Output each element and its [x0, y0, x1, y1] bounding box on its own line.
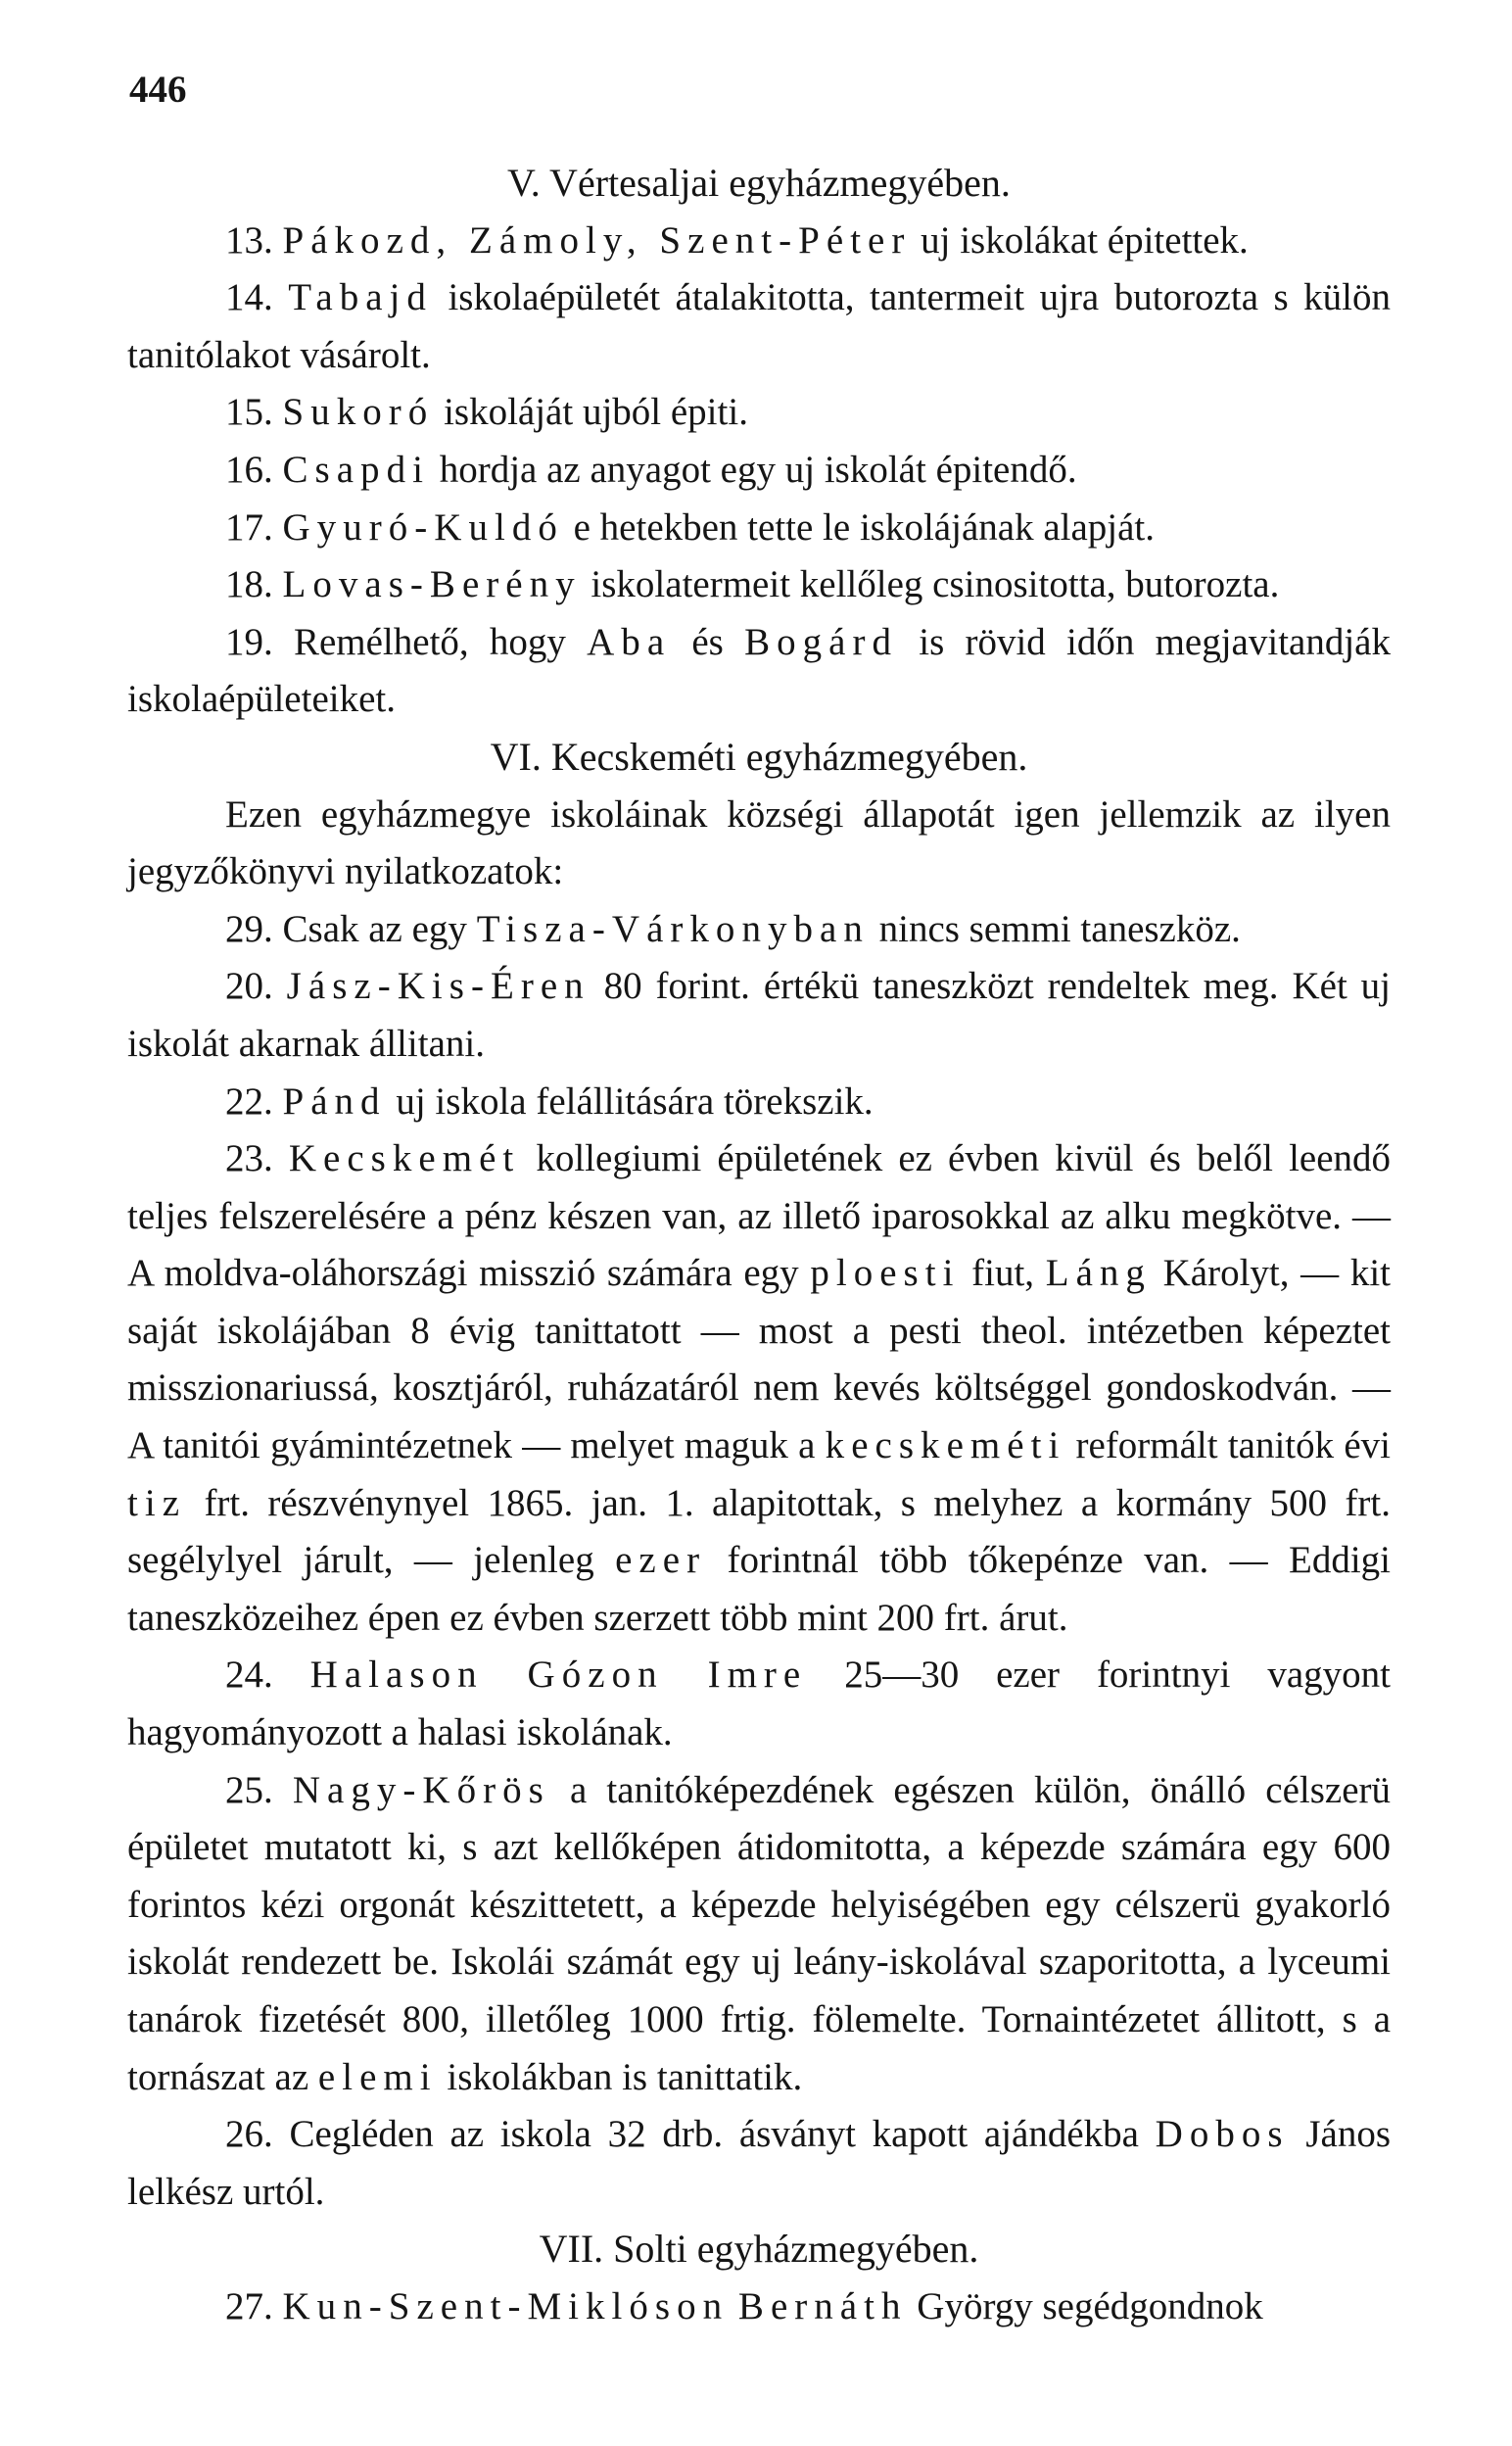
paragraph-text: iskolaépületét átalakitotta, tantermeit ujra butorozta s külön tanitólakot vásárolt. — [127, 276, 1392, 376]
place-name: Tabajd — [288, 276, 433, 319]
paragraph-text: e hetekben tette le iskolájának alapját. — [573, 505, 1156, 549]
item-number: 20. — [225, 965, 273, 1008]
item-number: 15. — [225, 391, 273, 434]
paragraph-text: és — [691, 620, 724, 663]
place-name: Kecskemét — [288, 1137, 521, 1180]
paragraph-27 — [127, 2278, 1391, 2336]
paragraph-text: hordja az anyagot egy uj iskolát épitendő. — [439, 448, 1077, 491]
paragraph-text: a tanitóképezdének egészen külön, önálló célszerü épületet mutatott ki, s azt kellőképen átidomitotta, a képezde számára egy 600 forintos kézi orgonát készittetett, a képezde helyiségében egy célszerü gyakorló iskolát rendezett be. Iskolái számát egy uj leány-iskolával szaporitotta, a lyceumi tanárok fizetését 800, illetőleg 1000 frtig. fölemelte. Tornaintézetet állitott, s a tornászat az — [127, 1768, 1392, 2098]
paragraph-25 — [127, 1762, 1391, 2107]
emphasis-word: elemi — [317, 2055, 438, 2098]
paragraph-14 — [127, 269, 1391, 384]
paragraph-text: János lelkész urtól. — [127, 2113, 1392, 2213]
paragraph-24 — [127, 1647, 1391, 1761]
paragraph-20 — [127, 958, 1391, 1073]
item-number: 17. — [225, 505, 273, 549]
place-name: Tisza-Várkonyban — [476, 907, 870, 950]
item-number: 13. — [225, 218, 273, 262]
paragraph-19 — [127, 614, 1391, 729]
paragraph-text: Csak az egy — [282, 907, 467, 950]
paragraph-13 — [127, 213, 1391, 270]
paragraph-text: Cegléden az iskola 32 drb. ásványt kapott ajándékba — [289, 2113, 1139, 2156]
place-name: Lovas-Berény — [282, 563, 582, 606]
person-name: Bernáth — [737, 2284, 908, 2327]
paragraph-text: uj iskola felállitására törekszik. — [396, 1079, 874, 1123]
item-number: 14. — [225, 276, 273, 319]
paragraph-text: iskolákban is tanittatik. — [447, 2055, 803, 2098]
paragraph-text: György segédgondnok — [917, 2284, 1263, 2327]
paragraph-text: 80 forint. értékü taneszközt rendeltek meg. Két uj iskolát akarnak állitani. — [127, 965, 1392, 1065]
item-number: 18. — [225, 563, 273, 606]
emphasis-word: tiz — [127, 1481, 187, 1524]
paragraph-text: nincs semmi taneszköz. — [878, 907, 1241, 950]
section-v-heading: V. Vértesaljai egyházmegyében. — [507, 161, 1011, 205]
place-name: ploesti — [810, 1252, 961, 1295]
paragraph-text: kollegiumi épületének ez évben kivül és belől leendő teljes felszerelésére a pénz készen van, az illető iparosokkal az alku megkötve. — A moldva-oláhországi misszió számára egy — [127, 1137, 1392, 1295]
item-number: 29. — [225, 907, 273, 950]
section-vi-intro: Ezen egyházmegye iskoláinak községi állapotát igen jellemzik az ilyen jegyzőkönyvi nyilatkozatok: — [127, 792, 1391, 893]
place-name: Csapdi — [282, 448, 430, 491]
item-number: 27. — [225, 2284, 273, 2327]
item-number: 25. — [225, 1768, 273, 1811]
paragraph-text: iskoláját ujból épiti. — [444, 391, 748, 434]
place-name: Bogárd — [744, 620, 899, 663]
place-name: Pákozd, Zámoly, Szent-Péter — [282, 218, 912, 262]
paragraph-text: iskolatermeit kellőleg csinositotta, butorozta. — [591, 563, 1280, 606]
section-vii-heading: VII. Solti egyházmegyében. — [539, 2227, 979, 2272]
place-name: Nagy-Kőrös — [292, 1768, 550, 1811]
item-number: 23. — [225, 1137, 273, 1180]
paragraph-text: Károlyt, — kit saját iskolájában 8 évig tanittatott — most a pesti theol. intézetben képeztet misszionariussá, kosztjáról, ruházatáról nem kevés költséggel gondoskodván. — A tanitói gyámintézetnek — melyet maguk a — [127, 1252, 1392, 1467]
paragraph-text: is rövid időn megjavitandják iskolaépületeiket. — [127, 620, 1391, 721]
item-number: 24. — [225, 1654, 273, 1697]
paragraph-22 — [127, 1074, 1391, 1131]
paragraph-text: frt. részvénynyel 1865. jan. 1. alapitottak, s melyhez a kormány 500 frt. segélylyel járult, — jelenleg — [127, 1481, 1391, 1582]
paragraph-text: 25—30 ezer forintnyi vagyont hagyományozott a halasi iskolának. — [127, 1654, 1391, 1754]
item-number: 26. — [225, 2113, 273, 2156]
emphasis-word: kecskeméti — [825, 1424, 1066, 1467]
place-name: Aba — [587, 620, 672, 663]
place-name: Sukoró — [282, 391, 435, 434]
paragraph-23 — [127, 1130, 1391, 1647]
paragraph-15 — [127, 384, 1391, 442]
item-number: 22. — [225, 1079, 273, 1123]
paragraph-text: Remélhető, hogy — [293, 620, 566, 663]
paragraph-text: forintnál több tőkepénze van. — Eddigi taneszközeihez épen ez évben szerzett több mint 200 frt. árut. — [127, 1539, 1392, 1639]
item-number: 19. — [225, 620, 273, 663]
paragraph-text: fiut, — [971, 1252, 1035, 1295]
paragraph-29 — [127, 901, 1391, 959]
paragraph-16 — [127, 442, 1391, 500]
place-name: Gyuró-Kuldó — [282, 505, 564, 549]
place-name: Kun-Szent-Miklóson — [282, 2284, 730, 2327]
place-name: Jász-Kis-Éren — [286, 965, 591, 1008]
person-name: Halason Gózon Imre — [309, 1654, 808, 1697]
paragraph-text: uj iskolákat épitettek. — [921, 218, 1249, 262]
place-name: Pánd — [282, 1079, 387, 1123]
section-vi-heading: VI. Kecskeméti egyházmegyében. — [490, 734, 1028, 779]
item-number: 16. — [225, 448, 273, 491]
emphasis-word: ezer — [615, 1539, 707, 1582]
person-name: Láng — [1045, 1252, 1152, 1295]
paragraph-26 — [127, 2106, 1391, 2221]
page-number: 446 — [129, 69, 187, 111]
page-text — [127, 155, 1391, 2336]
paragraph-17 — [127, 500, 1391, 557]
paragraph-text: reformált tanitók évi — [1075, 1424, 1392, 1467]
person-name: Dobos — [1155, 2113, 1290, 2156]
paragraph-18 — [127, 556, 1391, 614]
